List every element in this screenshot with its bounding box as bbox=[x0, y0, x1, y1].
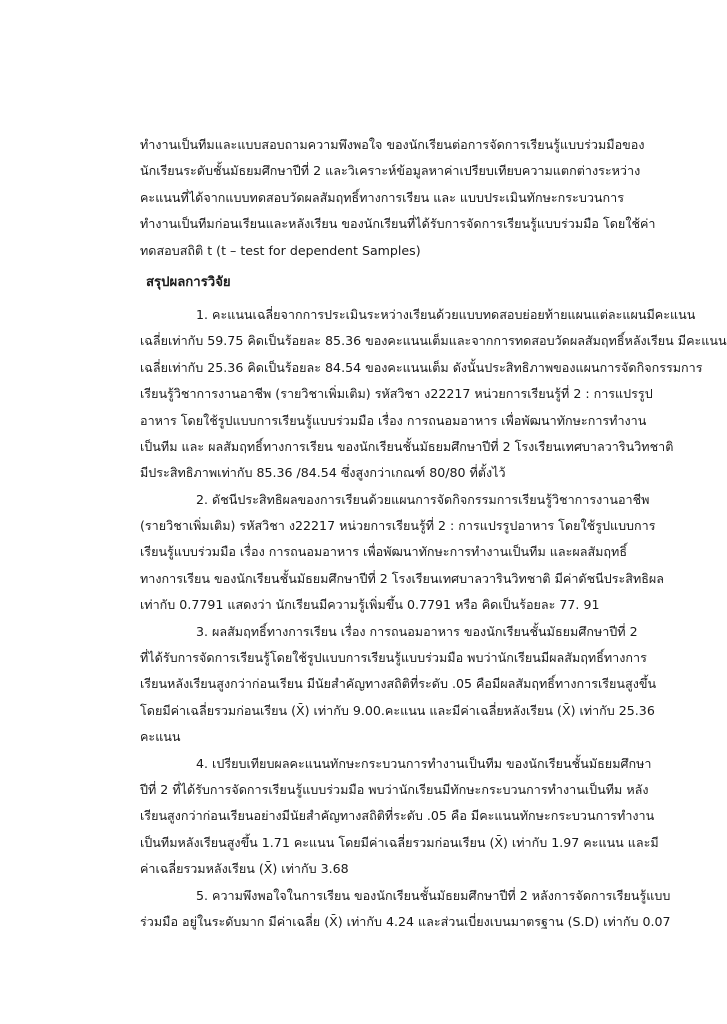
text-line: เรียนสูงกว่าก่อนเรียนอย่างมีนัยสำคัญทางสถิติที่ระดับ .05 คือ มีคะแนนทักษะกระบวนการทำงาน bbox=[140, 808, 655, 824]
text-line: ที่ได้รับการจัดการเรียนรู้โดยใช้รูปแบบการเรียนรู้แบบร่วมมือ พบว่านักเรียนมีผลสัมฤทธิ์ทางการ bbox=[140, 650, 647, 666]
intro-paragraph bbox=[140, 132, 656, 264]
text-line: เรียนหลังเรียนสูงกว่าก่อนเรียน มีนัยสำคัญทางสถิติที่ระดับ .05 คือมีผลสัมฤทธิ์ทางการเรียนสูงขึ้น bbox=[140, 676, 657, 692]
page-content bbox=[140, 132, 727, 935]
text-line: คะแนน bbox=[140, 729, 181, 745]
text-line: ร่วมมือ อยู่ในระดับมาก มีค่าเฉลี่ย (X̄) เท่ากับ 4.24 และส่วนเบี่ยงเบนมาตรฐาน (S.D) เท่ากับ 0.07 bbox=[140, 913, 671, 929]
text-line: คะแนนที่ได้จากแบบทดสอบวัดผลสัมฤทธิ์ทางการเรียน และ แบบประเมินทักษะกระบวนการ bbox=[140, 189, 624, 205]
finding-5 bbox=[140, 883, 671, 936]
text-line: เป็นทีม และ ผลสัมฤทธิ์ทางการเรียน ของนักเรียนชั้นมัธยมศึกษาปีที่ 2 โรงเรียนเทศบาลวารินวิทชาติ bbox=[140, 438, 674, 454]
finding-4 bbox=[140, 751, 659, 883]
text-line: ทางการเรียน ของนักเรียนชั้นมัธยมศึกษาปีที่ 2 โรงเรียนเทศบาลวารินวิทชาติ มีค่าดัชนีประสิทธิผล bbox=[140, 570, 665, 586]
text-line: ปีที่ 2 ที่ได้รับการจัดการเรียนรู้แบบร่วมมือ พบว่านักเรียนมีทักษะกระบวนการทำงานเป็นทีม หลัง bbox=[140, 781, 649, 797]
section-heading-wrap bbox=[140, 270, 618, 296]
text-line: มีประสิทธิภาพเท่ากับ 85.36 /84.54 ซึ่งสูงกว่าเกณฑ์ 80/80 ที่ตั้งไว้ bbox=[140, 465, 506, 481]
text-line: เฉลี่ยเท่ากับ 25.36 คิดเป็นร้อยละ 84.54 ของคะแนนเต็ม ดังนั้นประสิทธิภาพของแผนการจัดกิจกรรมการ bbox=[140, 359, 703, 375]
text-line: นักเรียนระดับชั้นมัธยมศึกษาปีที่ 2 และวิเคราะห์ข้อมูลหาค่าเปรียบเทียบความแตกต่างระหว่าง bbox=[140, 163, 641, 179]
text-line: 4. เปรียบเทียบผลคะแนนทักษะกระบวนการทำงานเป็นทีม ของนักเรียนชั้นมัธยมศึกษา bbox=[196, 755, 652, 771]
text-line: โดยมีค่าเฉลี่ยรวมก่อนเรียน (X̄) เท่ากับ 9.00.คะแนน และมีค่าเฉลี่ยหลังเรียน (X̄) เท่ากับ 25.36 bbox=[140, 702, 655, 718]
finding-2 bbox=[140, 487, 665, 619]
text-line: ทดสอบสถิติ t (t – test for dependent Samples) bbox=[140, 242, 421, 258]
finding-3 bbox=[140, 619, 657, 751]
section-heading: สรุปผลการวิจัย bbox=[146, 274, 231, 290]
text-line: อาหาร โดยใช้รูปแบบการเรียนรู้แบบร่วมมือ เรื่อง การถนอมอาหาร เพื่อพัฒนาทักษะการทำงาน bbox=[140, 412, 647, 428]
text-line: เป็นทีมหลังเรียนสูงขึ้น 1.71 คะแนน โดยมีค่าเฉลี่ยรวมก่อนเรียน (X̄) เท่ากับ 1.97 คะแนน และมี bbox=[140, 834, 659, 850]
text-line: ค่าเฉลี่ยรวมหลังเรียน (X̄) เท่ากับ 3.68 bbox=[140, 861, 349, 877]
text-line: 3. ผลสัมฤทธิ์ทางการเรียน เรื่อง การถนอมอาหาร ของนักเรียนชั้นมัธยมศึกษาปีที่ 2 bbox=[196, 623, 638, 639]
text-line: เรียนรู้แบบร่วมมือ เรื่อง การถนอมอาหาร เพื่อพัฒนาทักษะการทำงานเป็นทีม และผลสัมฤทธิ์ bbox=[140, 544, 628, 560]
text-line: 1. คะแนนเฉลี่ยจากการประเมินระหว่างเรียนด้วยแบบทดสอบย่อยท้ายแผนแต่ละแผนมีคะแนน bbox=[196, 306, 696, 322]
text-line: เท่ากับ 0.7791 แสดงว่า นักเรียนมีความรู้เพิ่มขึ้น 0.7791 หรือ คิดเป็นร้อยละ 77. 91 bbox=[140, 597, 600, 613]
text-line: 2. ดัชนีประสิทธิผลของการเรียนด้วยแผนการจัดกิจกรรมการเรียนรู้วิชาการงานอาชีพ bbox=[196, 491, 650, 507]
text-line: ทำงานเป็นทีมและแบบสอบถามความพึงพอใจ ของนักเรียนต่อการจัดการเรียนรู้แบบร่วมมือของ bbox=[140, 137, 645, 152]
text-line: เรียนรู้วิชาการงานอาชีพ (รายวิชาเพิ่มเติม) รหัสวิชา ง22217 หน่วยการเรียนรู้ที่ 2 : การแปรรูป bbox=[140, 386, 653, 402]
text-line: ทำงานเป็นทีมก่อนเรียนและหลังเรียน ของนักเรียนที่ได้รับการจัดการเรียนรู้แบบร่วมมือ โดยใช้ค่า bbox=[140, 216, 656, 232]
text-line: เฉลี่ยเท่ากับ 59.75 คิดเป็นร้อยละ 85.36 ของคะแนนเต็มและจากการทดสอบวัดผลสัมฤทธิ์หลังเรียน มีคะแนน bbox=[140, 333, 727, 349]
text-line: (รายวิชาเพิ่มเติม) รหัสวิชา ง22217 หน่วยการเรียนรู้ที่ 2 : การแปรรูปอาหาร โดยใช้รูปแบบการ bbox=[140, 518, 656, 534]
text-line: 5. ความพึงพอใจในการเรียน ของนักเรียนชั้นมัธยมศึกษาปีที่ 2 หลังการจัดการเรียนรู้แบบ bbox=[196, 887, 671, 903]
finding-1 bbox=[140, 302, 727, 487]
